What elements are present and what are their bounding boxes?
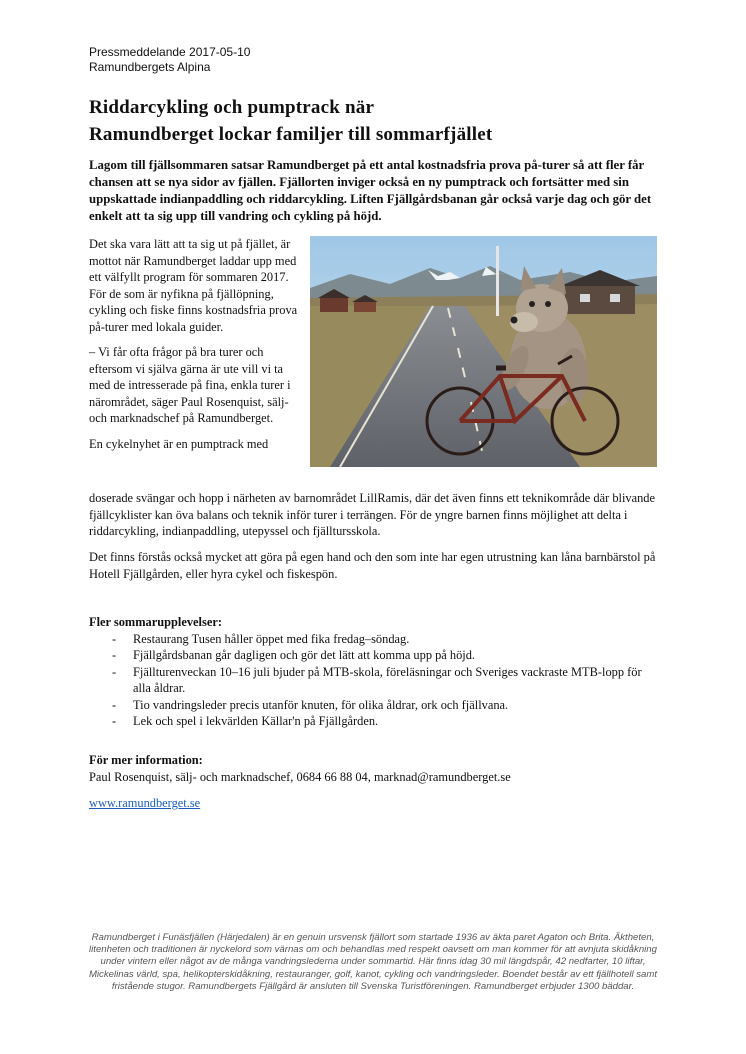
title-line-2: Ramundberget lockar familjer till sommarfjället: [89, 124, 493, 145]
contact-section: [89, 752, 661, 785]
page-title: [89, 94, 492, 148]
pole: [496, 246, 499, 316]
pumptrack-paragraph: doserade svängar och hopp i närheten av barnområdet LillRamis, där det även finns ett teknikområde där blivande fjällcyklister kan öva balans och teknik inför turer i terrängen. För de yngre barnen finns möjlighet att delta i riddarcykling, indianpaddling, utepyssel och fjälltursskola.: [89, 491, 655, 538]
experiences-list: [89, 631, 661, 730]
list-item: - Fjällgårdsbanan går dagligen och gör det lätt att komma upp på höjd.: [112, 648, 476, 662]
title-line-1: Riddarcykling och pumptrack när: [89, 97, 375, 118]
quote-paragraph: – Vi får ofta frågor på bra turer och eftersom vi själva gärna är ute vill vi ta med de intresserade på fina, enkla turer i närområdet, säger Paul Rosenquist, sälj- och marknadschef på Ramundberget.: [89, 345, 291, 425]
contact-heading: För mer information:: [89, 753, 203, 767]
list-item: - Fjällturenveckan 10–16 juli bjuder på MTB-skola, föreläsningar och Sveriges vackraste MTB-lopp för alla åldrar.: [112, 664, 642, 695]
more-experiences-heading: Fler sommarupplevelser:: [89, 615, 222, 629]
equipment-paragraph: Det finns förstås också mycket att göra på egen hand och den som inte har egen utrustning kan låna barnbärstol på Hotell Fjällgården, eller hyra cykel och fiskespön.: [89, 550, 656, 581]
contact-details: Paul Rosenquist, sälj- och marknadschef, 0684 66 88 04, marknad@ramundberget.se: [89, 769, 511, 784]
more-experiences-section: [89, 614, 661, 730]
press-organization: Ramundbergets Alpina: [89, 60, 211, 74]
pumptrack-lead: En cykelnyhet är en pumptrack med: [89, 436, 269, 451]
intro-paragraph: Det ska vara lätt att ta sig ut på fjället, är mottot när Ramundberget laddar upp med ett välfyllt program för sommaren 2017. För de som är nyfikna på fjällöpning, cykling och fiske finns kostnadsfria prova på-turer med lokala guider.: [89, 237, 298, 334]
mascot-bicycle-photo: [310, 236, 657, 467]
lead-paragraph: Lagom till fjällsommaren satsar Ramundberget på ett antal kostnadsfria prova på-turer så att fler får chansen att se nya sidor av fjällen. Fjällorten inviger också en ny pumptrack och fortsätter med sin uppskattade indianpaddling och riddarcykling. Liften Fjällgårdsbanan går också varje dag och gör det enkelt att ta sig upp till vandring och cykling på höjd.: [89, 158, 652, 223]
left-column: [89, 236, 303, 452]
press-header: [89, 45, 250, 75]
list-item: - Tio vandringsleder precis utanför knuten, för olika åldrar, ork och fjällvana.: [112, 697, 509, 712]
website-link[interactable]: www.ramundberget.se: [89, 796, 201, 810]
website-line: [89, 795, 661, 812]
list-item: - Restaurang Tusen håller öppet med fika fredag–söndag.: [112, 631, 410, 646]
boilerplate-footer: Ramundberget i Funäsfjällen (Härjedalen) är en genuin ursvensk fjällort som startade 1936 av äkta paret Agaton och Brita. Äktheten, litenheten och traditionen är nyckelord som värnas om och behandlas med respekt oavsett om man kommer för att avnjuta skidåkning under vintern eller något av de många vandringslederna under sommartid. Här finns idag 30 mil längdspår, 42 nedfarter, 10 liftar, Mickelinas värld, spa, helikopterskidåkning, restauranger, golf, kanot, cykling och vandringsleder. Boendet består av ett fjällhotell samt fristående stugor. Ramundbergets Fjällgård är ansluten till Svenska Turistföreningen. Ramundberget erbjuder 1300 bäddar.: [88, 932, 658, 992]
press-date: Pressmeddelande 2017-05-10: [89, 45, 251, 59]
list-item: - Lek och spel i lekvärlden Källar'n på Fjällgården.: [112, 714, 379, 728]
